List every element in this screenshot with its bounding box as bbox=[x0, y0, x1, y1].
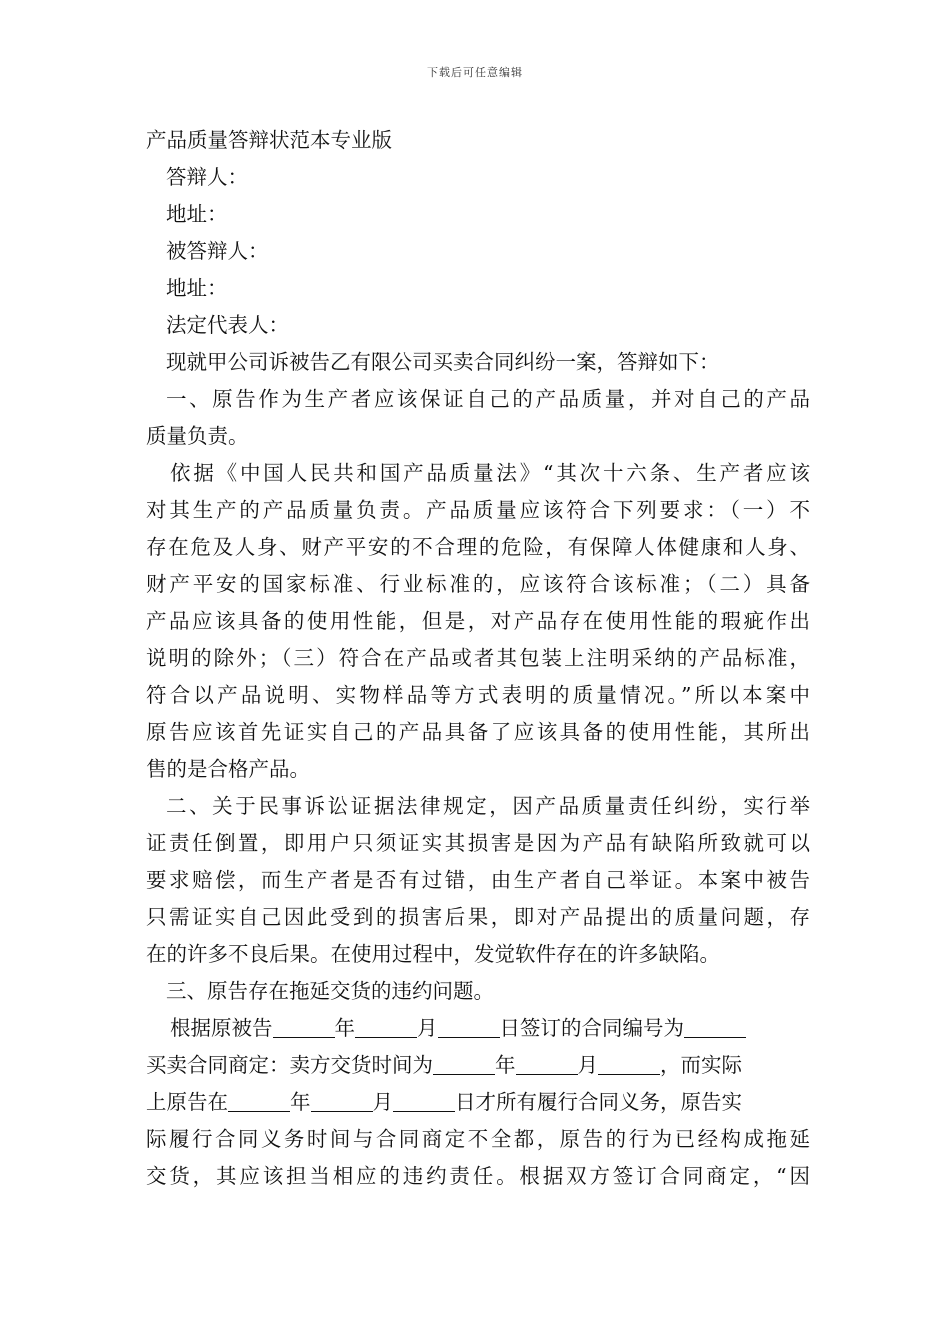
document-title: 产品质量答辩状范本专业版 bbox=[146, 128, 392, 152]
blank-field bbox=[433, 1052, 495, 1075]
text-segment: 上原告在 bbox=[146, 1090, 228, 1114]
para1-line: 依据《中国人民共和国产品质量法》“其次十六条、生产者应该 bbox=[170, 461, 810, 485]
blank-field bbox=[311, 1089, 373, 1112]
section3-line-3 bbox=[146, 1084, 810, 1121]
text-segment: 月 bbox=[417, 1016, 438, 1040]
blank-field bbox=[438, 1015, 500, 1038]
para1-line: 对其生产的产品质量负责。产品质量应该符合下列要求：（一）不 bbox=[146, 498, 810, 522]
para1-line: 符合以产品说明、实物样品等方式表明的质量情况。”所以本案中 bbox=[146, 683, 810, 707]
text-segment: 月 bbox=[577, 1053, 598, 1077]
section3-line-1 bbox=[146, 1010, 810, 1047]
text-segment: 买卖合同商定：卖方交货时间为 bbox=[146, 1053, 433, 1077]
field-plaintiff-address: 地址： bbox=[166, 276, 228, 300]
section3-heading: 三、原告存在拖延交货的违约问题。 bbox=[166, 979, 494, 1003]
text-segment: ，而实际 bbox=[660, 1053, 742, 1077]
blank-field bbox=[355, 1015, 417, 1038]
section2-line: 只需证实自己因此受到的损害后果，即对产品提出的质量问题，存 bbox=[146, 905, 810, 929]
para1-line: 原告应该首先证实自己的产品具备了应该具备的使用性能，其所出 bbox=[146, 720, 810, 744]
field-legal-rep: 法定代表人： bbox=[166, 313, 289, 337]
blank-field bbox=[684, 1015, 746, 1038]
section2-line: 二、关于民事诉讼证据法律规定，因产品质量责任纠纷，实行举 bbox=[166, 794, 810, 818]
section2-line: 证责任倒置，即用户只须证实其损害是因为产品有缺陷所致就可以 bbox=[146, 831, 810, 855]
blank-field bbox=[273, 1015, 335, 1038]
document-body bbox=[146, 122, 810, 1195]
section1-line: 一、原告作为生产者应该保证自己的产品质量，并对自己的产品 bbox=[166, 387, 810, 411]
para1-line: 存在危及人身、财产平安的不合理的危险，有保障人体健康和人身、 bbox=[146, 535, 810, 559]
field-respondent-address: 地址： bbox=[166, 202, 228, 226]
text-segment: 年 bbox=[290, 1090, 311, 1114]
text-segment: 年 bbox=[495, 1053, 516, 1077]
para1-line: 产品应该具备的使用性能，但是，对产品存在使用性能的瑕疵作出 bbox=[146, 609, 810, 633]
blank-field bbox=[393, 1089, 455, 1112]
para1-line: 说明的除外；（三）符合在产品或者其包装上注明采纳的产品标准， bbox=[146, 646, 810, 670]
section3-line-5: 交货，其应该担当相应的违约责任。根据双方签订合同商定，“因 bbox=[146, 1164, 810, 1188]
header-note: 下载后可任意编辑 bbox=[427, 66, 523, 79]
blank-field bbox=[598, 1052, 660, 1075]
text-segment: 日签订的合同编号为 bbox=[499, 1016, 684, 1040]
section3-line-2 bbox=[146, 1047, 810, 1084]
section1-line: 质量负责。 bbox=[146, 424, 249, 448]
text-segment: 根据原被告 bbox=[170, 1016, 273, 1040]
text-segment: 日才所有履行合同义务，原告实 bbox=[455, 1090, 742, 1114]
blank-field bbox=[516, 1052, 578, 1075]
text-segment: 年 bbox=[334, 1016, 355, 1040]
section2-line: 要求赔偿，而生产者是否有过错，由生产者自己举证。本案中被告 bbox=[146, 868, 810, 892]
field-plaintiff: 被答辩人： bbox=[166, 239, 269, 263]
para1-line: 售的是合格产品。 bbox=[146, 757, 310, 781]
blank-field bbox=[228, 1089, 290, 1112]
section2-line: 在的许多不良后果。在使用过程中，发觉软件存在的许多缺陷。 bbox=[146, 942, 720, 966]
field-respondent: 答辩人： bbox=[166, 165, 248, 189]
para1-line: 财产平安的国家标准、行业标准的，应该符合该标准；（二）具备 bbox=[146, 572, 810, 596]
intro-line: 现就甲公司诉被告乙有限公司买卖合同纠纷一案，答辩如下： bbox=[166, 350, 720, 374]
section3-line-4: 际履行合同义务时间与合同商定不全都，原告的行为已经构成拖延 bbox=[146, 1127, 810, 1151]
text-segment: 月 bbox=[372, 1090, 393, 1114]
